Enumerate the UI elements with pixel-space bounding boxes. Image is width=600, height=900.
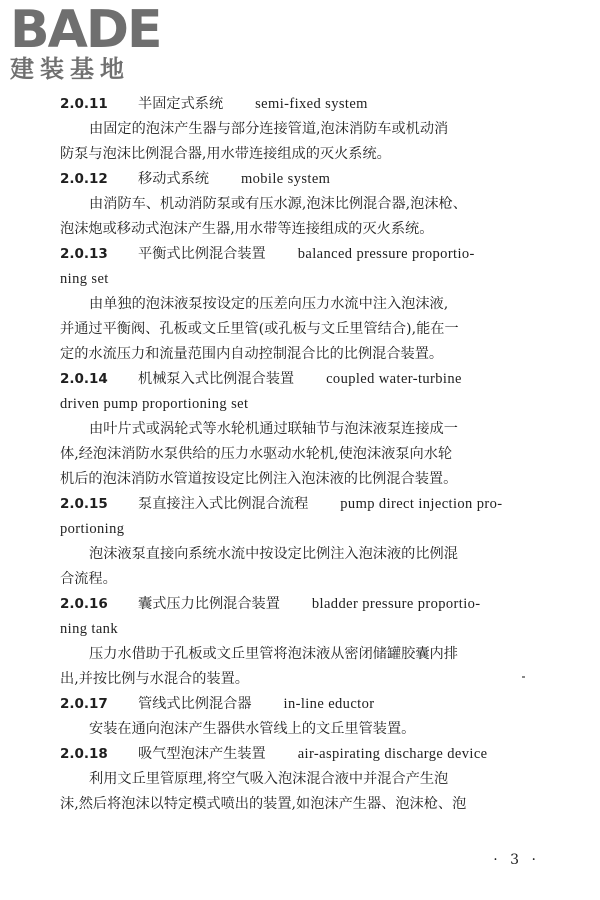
entry-heading [60,692,548,717]
entry-number: 2.0.12 [60,171,108,187]
entry-description-line: 并通过平衡阀、孔板或文丘里管(或孔板与文丘里管结合),能在一 [60,321,459,337]
page-number: · 3 · [493,852,540,868]
entry-description-line: 由叶片式或涡轮式等水轮机通过联轴节与泡沫液泵连接成一 [89,421,458,437]
entry-heading [60,492,548,517]
document-body [60,92,548,817]
entry-description-line: 泡沫液泵直接向系统水流中按设定比例注入泡沫液的比例混 [89,546,458,562]
entry-term: 机械泵入式比例混合装置 [138,371,295,387]
entry-description-line: 利用文丘里管原理,将空气吸入泡沫混合液中并混合产生泡 [89,771,449,787]
entry-number: 2.0.14 [60,371,108,387]
logo-subtitle: 建装基地 [10,55,130,83]
entry-number: 2.0.16 [60,596,108,612]
entry-number: 2.0.15 [60,496,108,512]
bade-logo [10,0,180,86]
logo-brand: BADE [10,0,161,60]
entry-term: 泵直接注入式比例混合流程 [138,496,309,512]
entry-description-line: 定的水流压力和流量范围内自动控制混合比的比例混合装置。 [60,346,444,362]
entry-heading [60,592,548,617]
entry-description-line: 沫,然后将泡沫以特定模式喷出的装置,如泡沫产生器、泡沫枪、泡 [60,796,467,812]
entry-description-line: 机后的泡沫消防水管道按设定比例注入泡沫液的比例混合装置。 [60,471,458,487]
entry-english-term: in-line eductor [283,696,375,712]
entry-term: 半固定式系统 [138,96,224,112]
entry-description-line: 由消防车、机动消防泵或有压水源,泡沫比例混合器,泡沫枪、 [89,196,467,212]
entry-heading [60,242,548,267]
entry-term: 平衡式比例混合装置 [138,246,266,262]
entry-number: 2.0.18 [60,746,108,762]
entry-number: 2.0.13 [60,246,108,262]
entry-description-line: 泡沫炮或移动式泡沫产生器,用水带等连接组成的灭火系统。 [60,221,434,237]
entry-term: 移动式系统 [138,171,209,187]
entry-description-line: 压力水借助于孔板或文丘里管将泡沫液从密闭储罐胶囊内排 [89,646,458,662]
entry-english-term: bladder pressure proportio- [311,596,481,612]
entry-english-term: balanced pressure proportio- [297,246,475,262]
entry-number: 2.0.11 [60,96,108,112]
entry-description-line: 出,并按比例与水混合的装置。 [60,671,249,687]
entry-number: 2.0.17 [60,696,108,712]
entry-english-term: semi-fixed system [255,96,368,112]
entry-english-term: mobile system [240,171,331,187]
entry-description-line: 由单独的泡沫液泵按设定的压差向压力水流中注入泡沫液, [89,296,449,312]
scan-speck [522,676,525,678]
entry-term: 管线式比例混合器 [138,696,252,712]
entry-english-term-continued: ning tank [60,621,118,637]
entry-heading [60,742,548,767]
entry-english-term: coupled water-turbine [326,371,462,387]
entry-term: 吸气型泡沫产生装置 [138,746,266,762]
entry-description-line: 安装在通向泡沫产生器供水管线上的文丘里管装置。 [89,721,416,737]
entry-description-line: 由固定的泡沫产生器与部分连接管道,泡沫消防车或机动消 [89,121,449,137]
entry-english-term-continued: portioning [60,521,125,537]
entry-english-term: pump direct injection pro- [340,496,503,512]
entry-description-line: 体,经泡沫消防水泵供给的压力水驱动水轮机,使泡沫液泵向水轮 [60,446,453,462]
entry-heading [60,92,548,117]
entry-description-line: 合流程。 [60,571,117,587]
entry-heading [60,167,548,192]
entry-description-line: 防泵与泡沫比例混合器,用水带连接组成的灭火系统。 [60,146,391,162]
entry-english-term: air-aspirating discharge device [297,746,488,762]
entry-heading [60,367,548,392]
entry-english-term-continued: driven pump proportioning set [60,396,249,412]
entry-term: 囊式压力比例混合装置 [138,596,280,612]
entry-english-term-continued: ning set [60,271,109,287]
